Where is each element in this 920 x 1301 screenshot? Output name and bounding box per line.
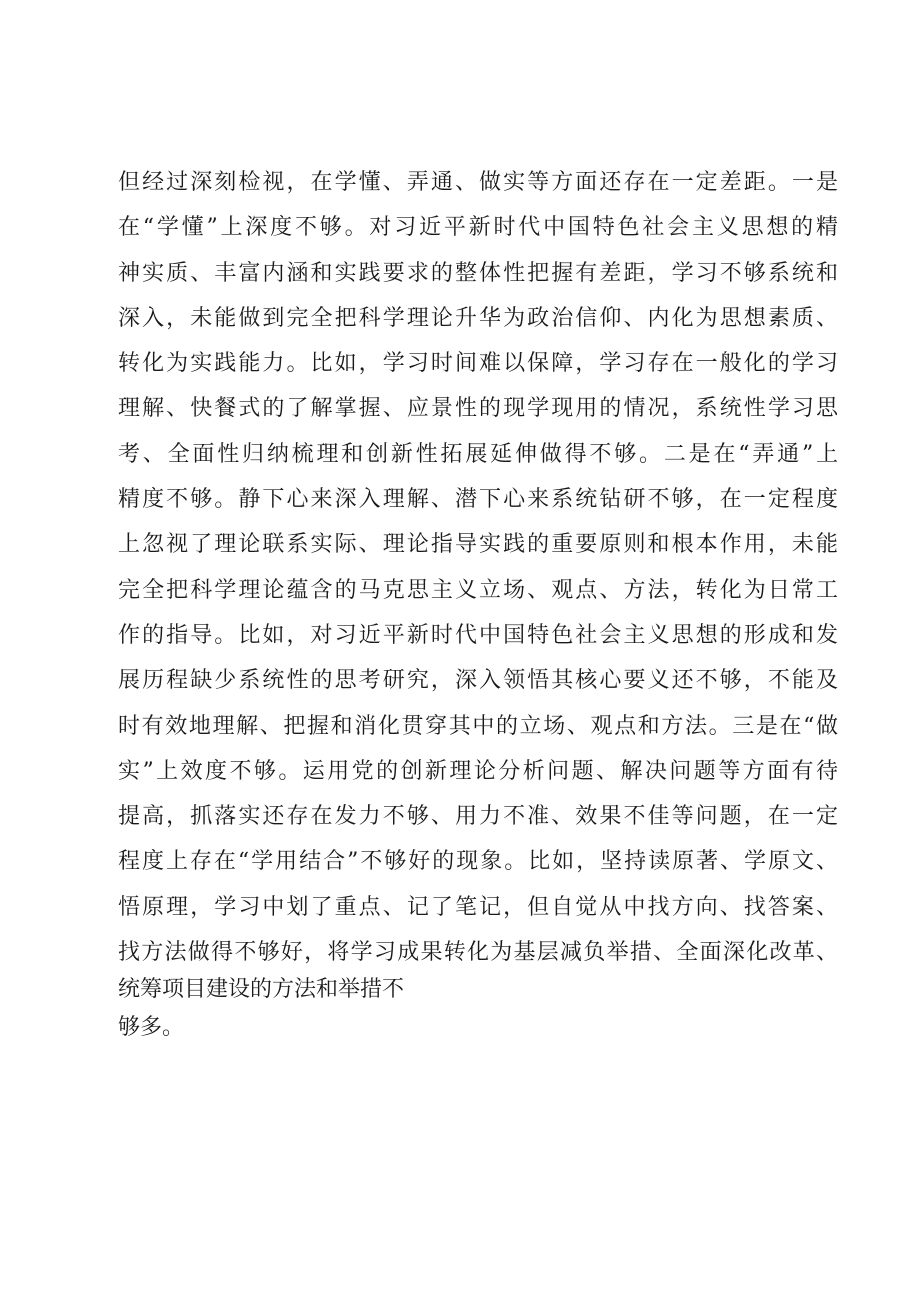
paragraph-line: 神实质、丰富内涵和实践要求的整体性把握有差距，学习不够系统和 (118, 260, 838, 286)
paragraph-line: 上忽视了理论联系实际、理论指导实践的重要原则和根本作用，未能 (118, 532, 838, 558)
paragraph-line: 深入，未能做到完全把科学理论升华为政治信仰、内化为思想素质、 (118, 305, 838, 331)
paragraph-line: 展历程缺少系统性的思考研究，深入领悟其核心要义还不够，不能及 (118, 668, 838, 694)
paragraph-line: 程度上存在“学用结合”不够好的现象。比如，坚持读原著、学原文、 (118, 849, 838, 875)
paragraph-line: 完全把科学理论蕴含的马克思主义立场、观点、方法，转化为日常工 (118, 577, 838, 603)
paragraph-line: 提高，抓落实还存在发力不够、用力不准、效果不佳等问题，在一定 (118, 804, 838, 830)
paragraph-line: 找方法做得不够好，将学习成果转化为基层减负举措、全面深化改革、 (118, 940, 838, 966)
paragraph-line: 但经过深刻检视，在学懂、弄通、做实等方面还存在一定差距。一是 (118, 170, 838, 195)
paragraph-line: 统筹项目建设的方法和举措不 (118, 977, 405, 1003)
paragraph-line: 转化为实践能力。比如，学习时间难以保障，学习存在一般化的学习 (118, 351, 838, 377)
paragraph-line: 理解、快餐式的了解掌握、应景性的现学现用的情况，系统性学习思 (118, 396, 838, 422)
paragraph-line: 够多。 (118, 1015, 185, 1041)
paragraph-line: 作的指导。比如，对习近平新时代中国特色社会主义思想的形成和发 (118, 622, 838, 648)
body-paragraph (118, 160, 838, 1051)
paragraph-line: 悟原理，学习中划了重点、记了笔记，但自觉从中找方向、找答案、 (118, 894, 838, 920)
paragraph-line: 精度不够。静下心来深入理解、潜下心来系统钻研不够，在一定程度 (118, 487, 838, 513)
paragraph-line: 实”上效度不够。运用党的创新理论分析问题、解决问题等方面有待 (118, 758, 838, 784)
paragraph-line: 考、全面性归纳梳理和创新性拓展延伸做得不够。二是在“弄通”上 (118, 441, 838, 467)
paragraph-line: 时有效地理解、把握和消化贯穿其中的立场、观点和方法。三是在“做 (118, 713, 838, 739)
paragraph-line: 在“学懂”上深度不够。对习近平新时代中国特色社会主义思想的精 (118, 215, 838, 241)
